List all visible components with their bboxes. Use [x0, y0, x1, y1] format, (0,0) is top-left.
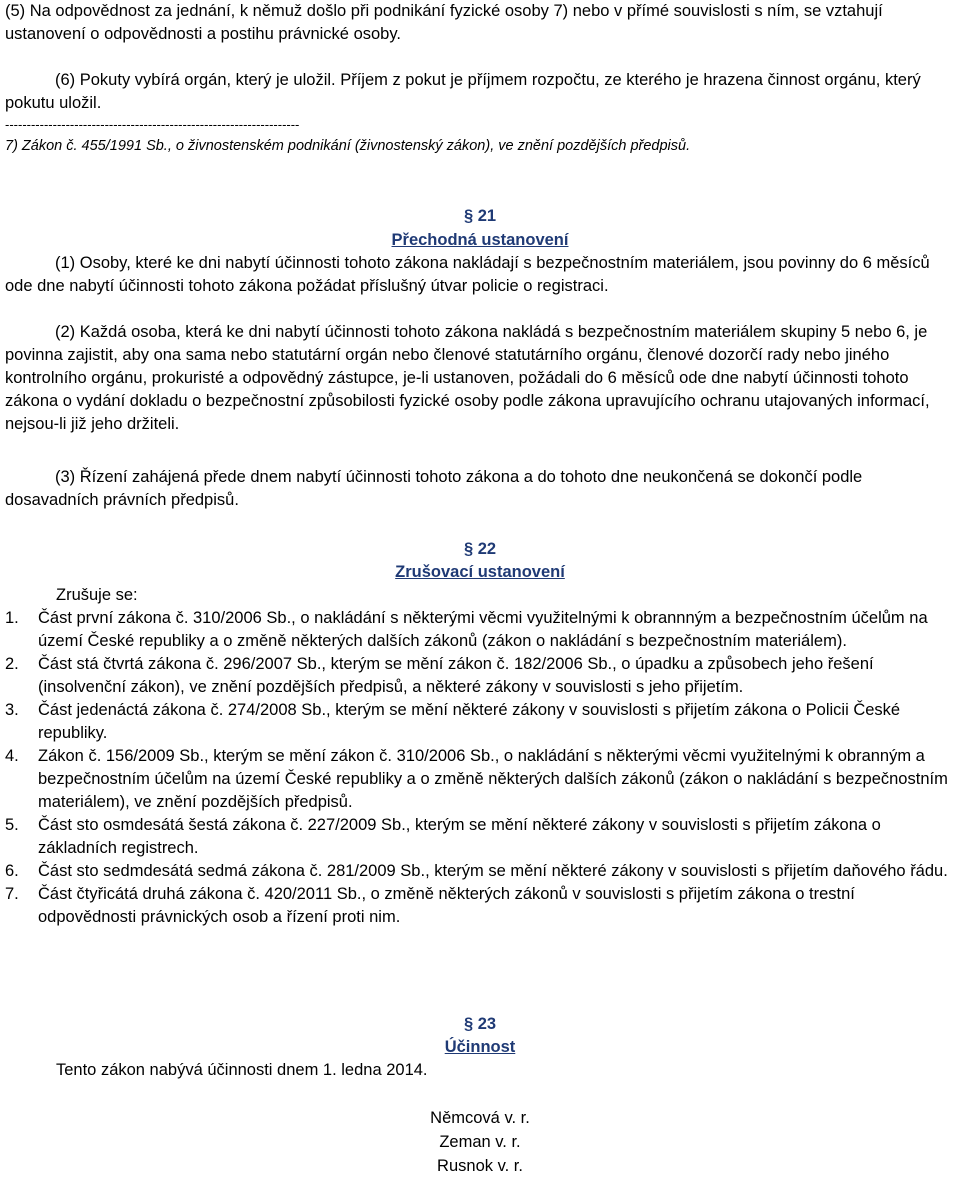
list-item: 7. Část čtyřicátá druhá zákona č. 420/2011 Sb., o změně některých zákonů v souvislosti s přijetím zákona o trestní odpovědnosti právnických osob a řízení proti nim.	[5, 885, 855, 926]
list-item: 4. Zákon č. 156/2009 Sb., kterým se mění zákon č. 310/2006 Sb., o nakládání s některými věcmi využitelnými k obranným a bezpečnostním účelům na území České republiky a o změně některých dalších zákonů (zákon o nakládání s bezpečnostním materiálem), ve znění pozdějších předpisů.	[5, 747, 948, 811]
section-22-lead: Zrušuje se:	[56, 586, 138, 604]
section-21-paragraph-3: (3) Řízení zahájená přede dnem nabytí účinnosti tohoto zákona a do tohoto dne neukončená se dokončí podle dosavadních právních předpisů.	[5, 468, 863, 509]
list-item: 5. Část sto osmdesátá šestá zákona č. 227/2009 Sb., kterým se mění některé zákony v souvislosti s přijetím zákona o základních registrech.	[5, 816, 881, 857]
list-item: 3. Část jedenáctá zákona č. 274/2008 Sb., kterým se mění některé zákony v souvislosti s přijetím zákona o Policii České republiky.	[5, 701, 901, 742]
section-23-title: Účinnost	[444, 1038, 516, 1056]
signature-1: Němcová v. r.	[430, 1109, 530, 1127]
list-item: 6. Část sto sedmdesátá sedmá zákona č. 281/2009 Sb., kterým se mění některé zákony v souvislosti s přijetím daňového řádu.	[5, 862, 948, 880]
section-21-paragraph-2: (2) Každá osoba, která ke dni nabytí účinnosti tohoto zákona nakládá s bezpečnostním materiálem skupiny 5 nebo 6, je povinna zajistit, aby ona sama nebo statutární orgán nebo členové statutárního orgánu, členové dozorčí rady nebo jiného kontrolního orgánu, prokuristé a odpovědný zástupce, je-li ustanoven, požádali do 6 měsíců ode dne nabytí účinnosti tohoto zákona o vydání dokladu o bezpečnostní způsobilosti fyzické osoby podle zákona upravujícího ochranu utajovaných informací, nejsou-li již jeho držiteli.	[5, 323, 930, 433]
section-21-number: § 21	[463, 207, 497, 225]
repealed-list	[5, 607, 955, 929]
section-22-number: § 22	[463, 540, 497, 558]
section-21-title: Přechodná ustanovení	[391, 231, 569, 249]
list-item: 1. Část první zákona č. 310/2006 Sb., o nakládání s některými věcmi využitelnými k obrannným a bezpečnostním účelům na území České republiky a o změně některých dalších zákonů (zákon o nakládání s bezpečnostním materiálem).	[5, 609, 928, 650]
footnote-separator: --------------------------------------------------------------------	[5, 118, 300, 132]
section-22-title: Zrušovací ustanovení	[395, 563, 565, 581]
list-item: 2. Část stá čtvrtá zákona č. 296/2007 Sb., kterým se mění zákon č. 182/2006 Sb., o úpadku a způsobech jeho řešení (insolvenční zákon), ve znění pozdějších předpisů, a některé zákony v souvislosti s jeho přijetím.	[5, 655, 874, 696]
section-21-paragraph-1: (1) Osoby, které ke dni nabytí účinnosti tohoto zákona nakládají s bezpečnostním materiálem, jsou povinny do 6 měsíců ode dne nabytí účinnosti tohoto zákona požádat příslušný útvar policie o registraci.	[5, 254, 930, 295]
paragraph-5: (5) Na odpovědnost za jednání, k němuž došlo při podnikání fyzické osoby 7) nebo v přímé souvislosti s ním, se vztahují ustanovení o odpovědnosti a postihu právnické osoby.	[5, 2, 883, 43]
section-23-number: § 23	[463, 1015, 497, 1033]
paragraph-6: (6) Pokuty vybírá orgán, který je uložil. Příjem z pokut je příjmem rozpočtu, ze kterého je hrazena činnost orgánu, který pokutu uložil.	[5, 71, 921, 112]
signature-3: Rusnok v. r.	[437, 1157, 523, 1175]
section-23-text: Tento zákon nabývá účinnosti dnem 1. ledna 2014.	[56, 1061, 428, 1079]
footnote-7: 7) Zákon č. 455/1991 Sb., o živnostenském podnikání (živnostenský zákon), ve znění pozdějších předpisů.	[5, 138, 691, 154]
signature-2: Zeman v. r.	[439, 1133, 521, 1151]
